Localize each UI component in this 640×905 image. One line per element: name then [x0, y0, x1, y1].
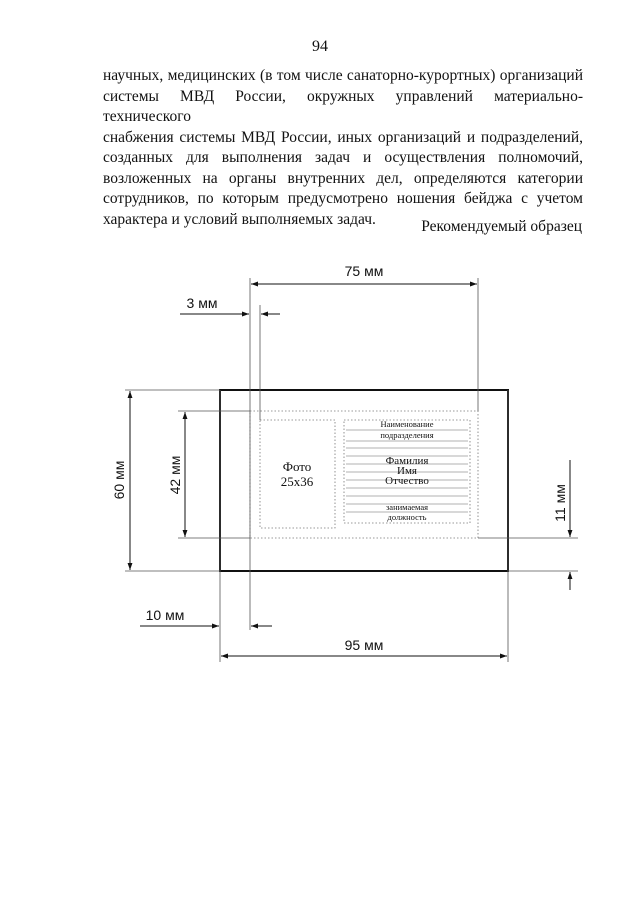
photo-size-label: 25x36: [280, 474, 314, 489]
paragraph-line: созданных для выполнения задач и осуществления полномочий,: [103, 149, 583, 166]
unit-name-label: Наименование: [380, 419, 434, 429]
patronymic-label: Отчество: [385, 475, 429, 487]
paragraph-line: возложенных на органы внутренних дел, определяются категории: [103, 169, 583, 187]
sample-label: Рекомендуемый образец: [421, 218, 582, 235]
dim-label-3: 3 мм: [186, 295, 218, 311]
paragraph-line: научных, медицинских (в том числе санаторно-курортных) организаций: [103, 67, 583, 84]
extension-lines: [125, 278, 578, 662]
position-label-2: должность: [387, 512, 427, 522]
dim-label-10: 10 мм: [145, 607, 185, 623]
unit-name-label-2: подразделения: [380, 430, 434, 440]
dim-label-60: 60 мм: [111, 460, 127, 500]
page-number: 94: [312, 38, 328, 55]
paragraph-line: характера и условий выполняемых задач.: [103, 210, 376, 228]
firstname-label: Имя: [397, 465, 417, 477]
paragraph-line: снабжения системы МВД России, иных организаций и подразделений,: [103, 128, 583, 146]
photo-label: Фото: [282, 459, 312, 474]
surname-label: Фамилия: [385, 455, 429, 467]
paragraph-line: системы МВД России, окружных управлений материально-технического: [103, 87, 583, 125]
dim-label-95: 95 мм: [344, 637, 384, 653]
dim-label-11: 11 мм: [552, 484, 568, 522]
dim-label-75: 75 мм: [344, 263, 384, 279]
dim-label-42: 42 мм: [167, 455, 183, 495]
badge-outer-border: [220, 390, 508, 571]
paragraph-line: сотрудников, по которым предусмотрено ношения бейджа с учетом: [103, 190, 583, 207]
position-label: занимаемая: [385, 502, 429, 512]
